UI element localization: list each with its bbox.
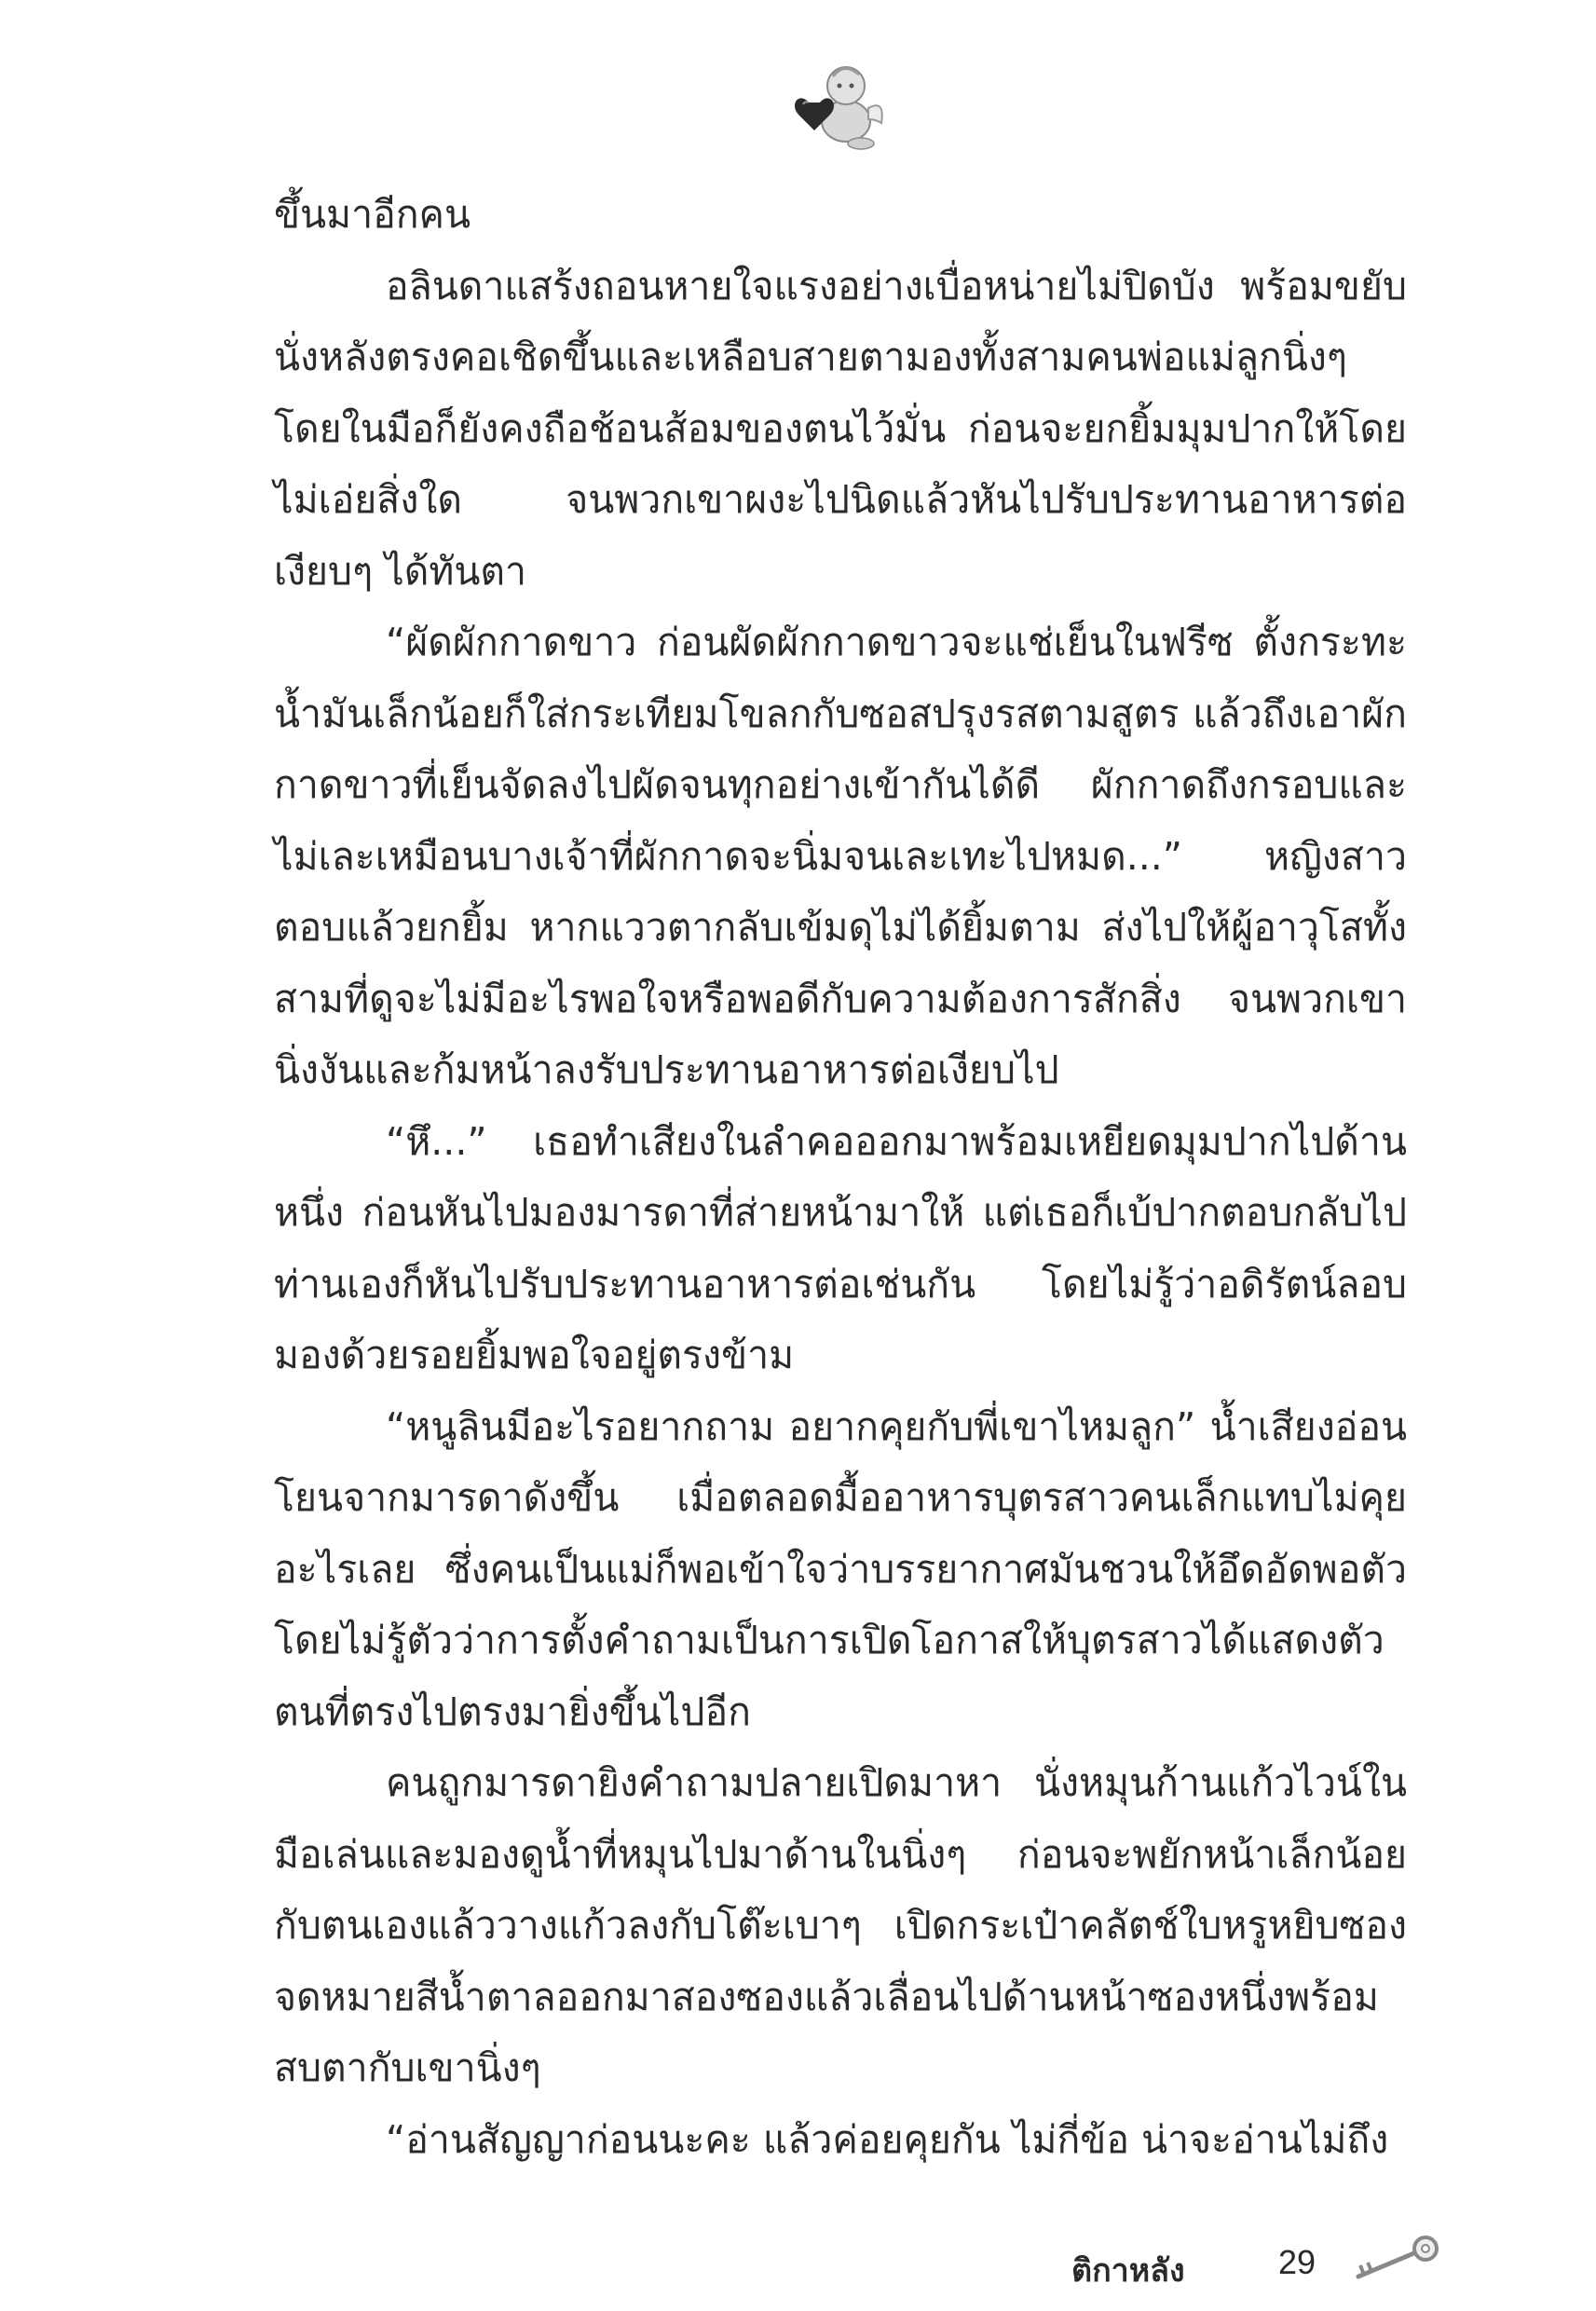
page-footer [1071,2232,1444,2297]
paragraph: “อ่านสัญญาก่อนนะคะ แล้วค่อยคุยกัน ไม่กี่ข้อ น่าจะอ่านไม่ถึง [386,2116,1389,2162]
book-title: ติกาหลัง [1071,2252,1185,2290]
paragraph: อลินดาแสร้งถอนหายใจแรงอย่างเบื่อหน่ายไม่ปิดบัง พร้อมขยับนั่งหลังตรงคอเชิดขึ้นและเหลือบสายตามองทั้งสามคนพ่อแม่ลูกนิ่งๆ โดยในมือก็ยังคงถือช้อนส้อมของตนไว้มั่น ก่อนจะยกยิ้มมุมปากให้โดยไม่เอ่ยสิ่งใด จนพวกเขาผงะไปนิดแล้วหันไปรับประทานอาหารต่อเงียบๆ ได้ทันตา [274,263,1407,594]
paragraph: “หนูลินมีอะไรอยากถาม อยากคุยกับพี่เขาไหมลูก” น้ำเสียงอ่อนโยนจากมารดาดังขึ้น เมื่อตลอดมื้ออาหารบุตรสาวคนเล็กแทบไม่คุยอะไรเลย ซึ่งคนเป็นแม่ก็พอเข้าใจว่าบรรยากาศมันชวนให้อึดอัดพอตัว โดยไม่รู้ตัวว่าการตั้งคำถามเป็นการเปิดโอกาสให้บุตรสาวได้แสดงตัวตนที่ตรงไปตรงมายิ่งขึ้นไปอีก [274,1403,1407,1734]
paragraph: ขึ้นมาอีกคน [274,192,471,237]
body-text [274,179,1407,2175]
paragraph: คนถูกมารดายิงคำถามปลายเปิดมาหา นั่งหมุนก้านแก้วไวน์ในมือเล่นและมองดูน้ำที่หมุนไปมาด้านในนิ่งๆ ก่อนจะพยักหน้าเล็กน้อยกับตนเองแล้ววางแก้วลงกับโต๊ะเบาๆ เปิดกระเป๋าคลัตช์ใบหรูหยิบซองจดหมายสีน้ำตาลออกมาสองซองแล้วเลื่อนไปด้านหน้าซองหนึ่งพร้อมสบตากับเขานิ่งๆ [274,1760,1407,2090]
paragraph: “ผัดผักกาดขาว ก่อนผัดผักกาดขาวจะแช่เย็นในฟรีซ ตั้งกระทะน้ำมันเล็กน้อยก็ใส่กระเทียมโขลกกับซอสปรุงรสตามสูตร แล้วถึงเอาผักกาดขาวที่เย็นจัดลงไปผัดจนทุกอย่างเข้ากันได้ดี ผักกาดถึงกรอบและไม่เละเหมือนบางเจ้าที่ผักกาดจะนิ่มจนเละเทะไปหมด...” หญิงสาวตอบแล้วยกยิ้ม หากแววตากลับเข้มดุไม่ได้ยิ้มตาม ส่งไปให้ผู้อาวุโสทั้งสามที่ดูจะไม่มีอะไรพอใจหรือพอดีกับความต้องการสักสิ่ง จนพวกเขานิ่งงันและก้มหน้าลงรับประทานอาหารต่อเงียบไป [274,620,1407,1092]
cherub-heart-icon [788,54,891,157]
page-number: 29 [1278,2243,1316,2281]
paragraph: “หึ...” เธอทำเสียงในลำคอออกมาพร้อมเหยียดมุมปากไปด้านหนึ่ง ก่อนหันไปมองมารดาที่ส่ายหน้ามาให้ แต่เธอก็เบ้ปากตอบกลับไป ท่านเองก็หันไปรับประทานอาหารต่อเช่นกัน โดยไม่รู้ว่าอดิรัตน์ลอบมองด้วยรอยยิ้มพอใจอยู่ตรงข้าม [274,1118,1407,1377]
key-icon [1351,2234,1444,2290]
